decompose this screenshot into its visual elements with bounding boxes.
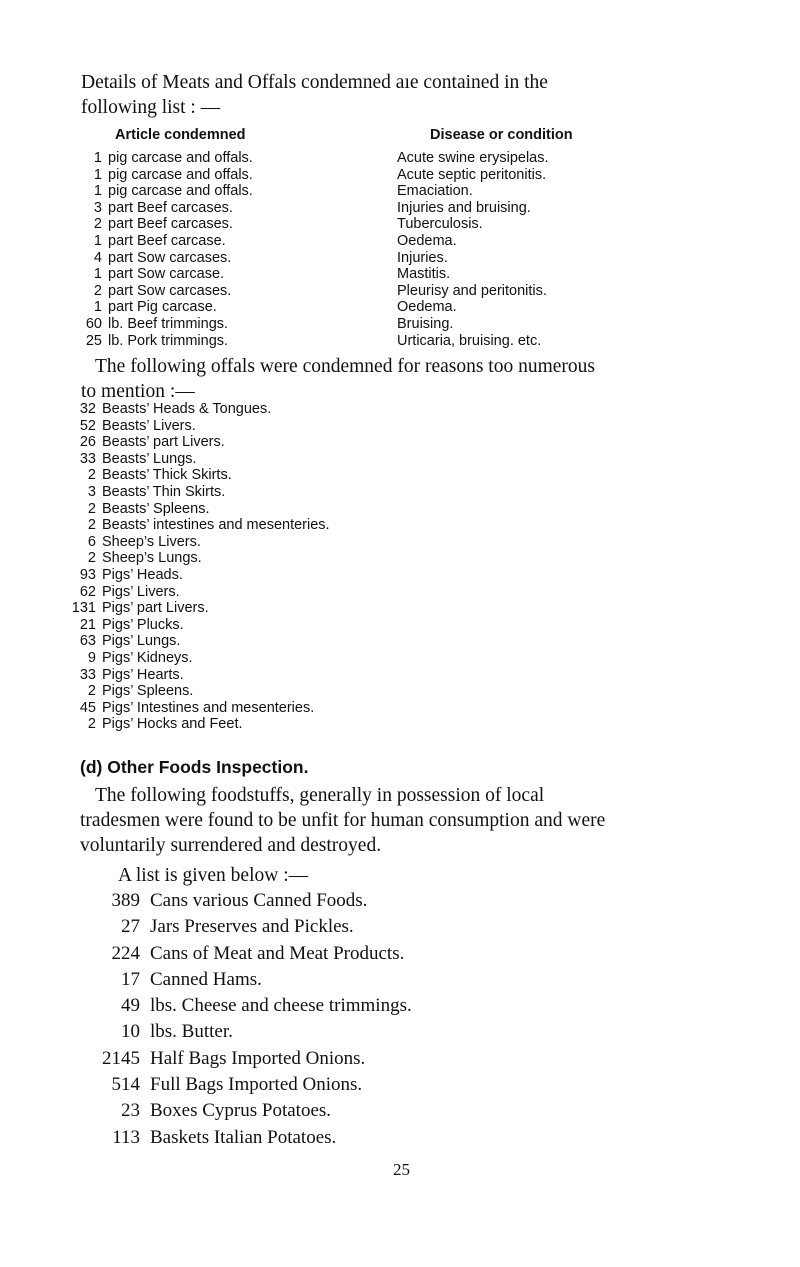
foods-list: [90, 888, 412, 1151]
item-text: Pigs’ part Livers.: [102, 600, 209, 617]
row-article: lb. Pork trimmings.: [108, 332, 229, 349]
item-qty: 93: [79, 566, 96, 583]
row-condition: Pleurisy and peritonitis.: [397, 282, 547, 299]
table-row: [80, 167, 253, 184]
list-item: [64, 584, 330, 601]
item-text: Full Bags Imported Onions.: [150, 1074, 363, 1096]
row-qty: 1: [93, 166, 102, 183]
row-condition: Injuries.: [397, 249, 448, 266]
table-row: [80, 216, 253, 233]
row-condition: Oedema.: [397, 232, 457, 249]
row-article: part Pig carcase.: [108, 299, 217, 316]
list-item: [64, 484, 330, 501]
item-text: Baskets Italian Potatoes.: [150, 1126, 337, 1148]
item-qty: 21: [79, 616, 96, 633]
row-condition: Tuberculosis.: [397, 216, 483, 233]
item-qty: 2: [87, 683, 96, 700]
item-text: Boxes Cyprus Potatoes.: [150, 1100, 332, 1122]
item-qty: 33: [79, 666, 96, 683]
table-row: [80, 183, 253, 200]
item-qty: 33: [79, 450, 96, 467]
column-header-condition: Disease or condition: [430, 127, 573, 143]
list-item: [64, 434, 330, 451]
intro-text: [81, 70, 761, 120]
table-row: [80, 283, 253, 300]
table-row: [80, 150, 253, 167]
row-qty: 1: [93, 150, 102, 166]
item-text: Sheep’s Livers.: [102, 533, 201, 550]
row-article: part Sow carcases.: [108, 282, 232, 299]
table-row: [80, 316, 253, 333]
list-item: [90, 888, 412, 914]
list-item: [64, 650, 330, 667]
row-qty: 3: [93, 199, 102, 216]
item-text: Sheep’s Lungs.: [102, 550, 202, 567]
list-item: [90, 1072, 412, 1098]
item-qty: 52: [79, 417, 96, 434]
item-text: Cans of Meat and Meat Products.: [150, 942, 405, 964]
row-condition: Mastitis.: [397, 266, 451, 283]
list-item: [64, 700, 330, 717]
item-text: Pigs’ Intestines and mesenteries.: [102, 699, 315, 716]
offals-list: [64, 401, 330, 733]
list-item: [64, 534, 330, 551]
row-qty: 2: [93, 216, 102, 233]
list-item: [90, 967, 412, 993]
list-item: [90, 914, 412, 940]
item-qty: 113: [112, 1126, 140, 1148]
table-row: [80, 299, 253, 316]
item-qty: 131: [71, 600, 96, 617]
item-qty: 2: [87, 716, 96, 733]
row-article: part Beef carcase.: [108, 232, 226, 249]
item-qty: 26: [79, 434, 96, 451]
row-qty: 60: [85, 315, 102, 332]
offals-intro-line-2: to mention :—: [81, 381, 195, 402]
item-text: Beasts’ Heads & Tongues.: [102, 401, 272, 417]
item-qty: 10: [121, 1021, 140, 1043]
row-condition: Urticaria, bruising. etc.: [397, 332, 542, 349]
condition-column: [397, 150, 549, 349]
row-article: part Beef carcases.: [108, 199, 233, 216]
item-qty: 49: [121, 995, 140, 1017]
paragraph-line-3: voluntarily surrendered and destroyed.: [80, 835, 382, 856]
row-condition: Oedema.: [397, 299, 457, 316]
paragraph-line-1: The following foodstuffs, generally in possession of local: [95, 785, 545, 806]
other-foods-paragraph: [80, 783, 780, 858]
list-item: [90, 1046, 412, 1072]
page-number: 25: [393, 1160, 410, 1179]
item-text: Pigs’ Hearts.: [102, 666, 184, 683]
item-qty: 514: [111, 1074, 140, 1096]
item-text: Pigs’ Kidneys.: [102, 649, 193, 666]
item-text: Beasts’ Lungs.: [102, 450, 197, 467]
offals-intro-line-1: The following offals were condemned for reasons too numerous: [95, 356, 596, 377]
item-text: Jars Preserves and Pickles.: [150, 916, 354, 938]
item-text: Pigs’ Lungs.: [102, 633, 181, 650]
item-qty: 27: [121, 916, 140, 938]
item-qty: 389: [111, 890, 140, 911]
table-row: [80, 200, 253, 217]
item-text: Pigs’ Livers.: [102, 583, 180, 600]
row-qty: 1: [93, 183, 102, 200]
table-row: [80, 233, 253, 250]
table-row: [80, 333, 253, 350]
row-article: pig carcase and offals.: [108, 150, 253, 166]
item-text: Pigs’ Spleens.: [102, 683, 194, 700]
item-qty: 62: [79, 583, 96, 600]
paragraph-line-2: tradesmen were found to be unfit for human consumption and were: [80, 810, 606, 831]
row-condition: Injuries and bruising.: [397, 199, 531, 216]
row-qty: 1: [93, 232, 102, 249]
item-text: Beasts’ Thin Skirts.: [102, 483, 226, 500]
row-article: part Beef carcases.: [108, 216, 233, 233]
list-item: [64, 600, 330, 617]
item-qty: 2145: [102, 1047, 140, 1069]
item-text: Pigs’ Heads.: [102, 566, 183, 583]
list-item: [64, 451, 330, 468]
item-qty: 9: [87, 649, 96, 666]
item-qty: 6: [87, 533, 96, 550]
list-item: [64, 467, 330, 484]
row-qty: 1: [93, 266, 102, 283]
intro-line-1: Details of Meats and Offals condemned aıe contained in the: [81, 72, 548, 93]
item-text: Pigs’ Hocks and Feet.: [102, 716, 243, 733]
list-item: [90, 1019, 412, 1045]
list-item: [64, 683, 330, 700]
section-heading: (d) Other Foods Inspection.: [80, 757, 309, 777]
item-qty: 224: [111, 942, 140, 964]
row-article: pig carcase and offals.: [108, 183, 253, 200]
item-qty: 3: [87, 483, 96, 500]
item-text: Canned Hams.: [150, 968, 262, 990]
article-column: [80, 150, 253, 349]
item-qty: 2: [87, 550, 96, 567]
table-row: [80, 266, 253, 283]
list-item: [64, 567, 330, 584]
row-condition: Bruising.: [397, 315, 454, 332]
item-qty: 2: [87, 500, 96, 517]
row-article: part Sow carcase.: [108, 266, 225, 283]
list-item: [64, 667, 330, 684]
item-qty: 45: [79, 699, 96, 716]
list-item: [64, 716, 330, 733]
item-text: Pigs’ Plucks.: [102, 616, 184, 633]
item-text: Beasts’ Livers.: [102, 417, 196, 434]
list-item: [90, 941, 412, 967]
row-article: lb. Beef trimmings.: [108, 315, 229, 332]
item-text: Half Bags Imported Onions.: [150, 1047, 366, 1069]
row-article: pig carcase and offals.: [108, 166, 253, 183]
table-row: [80, 250, 253, 267]
item-qty: 32: [79, 401, 96, 417]
list-item: [64, 550, 330, 567]
row-qty: 4: [93, 249, 102, 266]
item-qty: 2: [87, 517, 96, 534]
list-item: [64, 633, 330, 650]
item-text: Beasts’ Spleens.: [102, 500, 210, 517]
row-condition: Emaciation.: [397, 183, 473, 200]
item-qty: 63: [79, 633, 96, 650]
item-text: Cans various Canned Foods.: [150, 890, 368, 911]
list-intro: A list is given below :—: [118, 865, 309, 886]
row-article: part Sow carcases.: [108, 249, 232, 266]
list-item: [90, 1125, 412, 1151]
item-text: Beasts’ Thick Skirts.: [102, 467, 232, 484]
item-text: Beasts’ intestines and mesenteries.: [102, 517, 330, 534]
item-text: lbs. Butter.: [150, 1021, 233, 1043]
row-condition: Acute septic peritonitis.: [397, 166, 547, 183]
row-qty: 1: [93, 299, 102, 316]
item-qty: 23: [121, 1100, 140, 1122]
list-item: [64, 401, 330, 418]
row-qty: 25: [85, 332, 102, 349]
offals-intro: [81, 354, 771, 404]
list-item: [64, 617, 330, 634]
list-item: [90, 993, 412, 1019]
row-qty: 2: [93, 282, 102, 299]
list-item: [64, 418, 330, 435]
list-item: [64, 501, 330, 518]
item-qty: 17: [121, 968, 140, 990]
column-header-article: Article condemned: [115, 127, 246, 143]
list-item: [64, 517, 330, 534]
item-text: lbs. Cheese and cheese trimmings.: [150, 995, 412, 1017]
item-qty: 2: [87, 467, 96, 484]
intro-line-2: following list : —: [81, 97, 221, 118]
row-condition: Acute swine erysipelas.: [397, 150, 549, 166]
item-text: Beasts’ part Livers.: [102, 434, 225, 451]
list-item: [90, 1098, 412, 1124]
